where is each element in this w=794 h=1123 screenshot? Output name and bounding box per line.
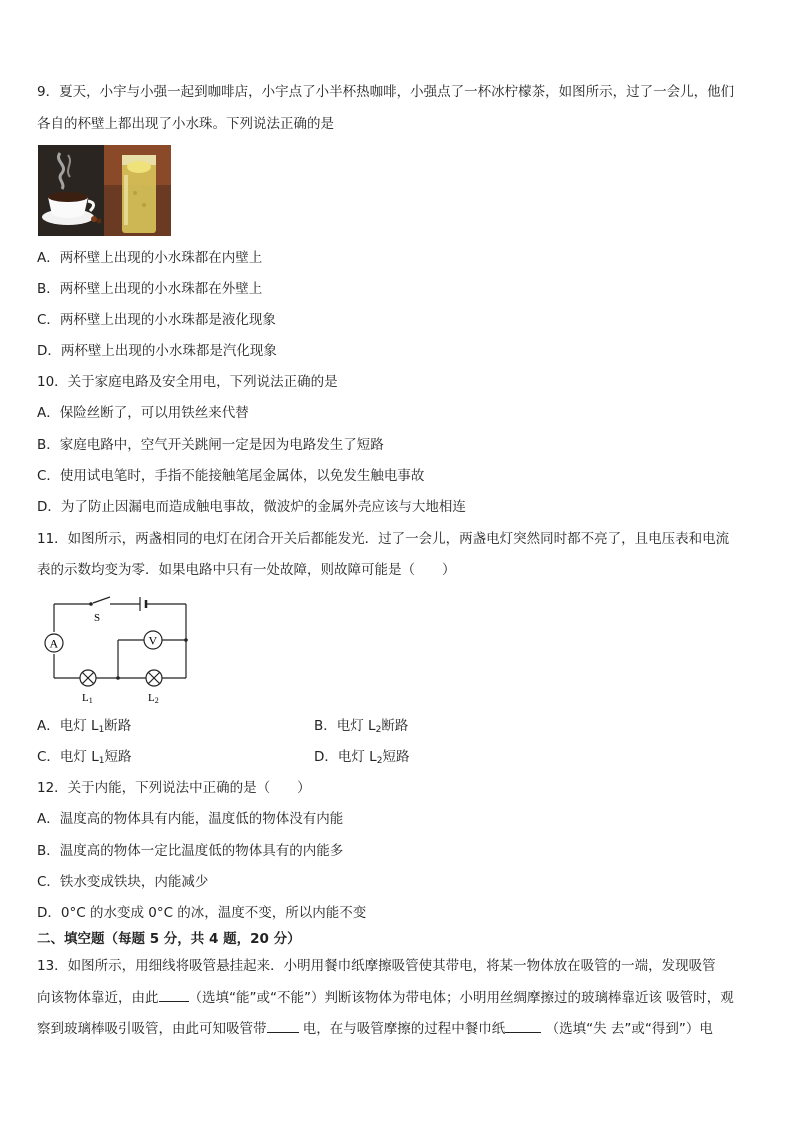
q9-stem-line2: 各自的杯壁上都出现了小水珠。下列说法正确的是 (37, 116, 334, 132)
q13-blank-2[interactable] (267, 1018, 299, 1033)
q13-stem-line2: 向该物体靠近，由此 （选填“能”或“不能”）判断该物体为带电体；小明用丝绸摩擦过的玻璃棒靠近该 吸管时，观 (37, 987, 734, 1008)
q13-blank-3[interactable] (505, 1018, 541, 1033)
section-title-fill-in: 二、填空题（每题 5 分，共 4 题，20 分） (37, 931, 301, 947)
q11-option-d: D．电灯 $L_2$短路 (314, 749, 410, 766)
q13-stem-line1: 13．如图所示，用细线将吸管悬挂起来．小明用餐巾纸摩擦吸管使其带电，将某一物体放在吸管的一端，发现吸管 (37, 958, 716, 974)
q10-option-a: A．保险丝断了，可以用铁丝来代替 (37, 405, 249, 421)
q11-stem-line1: 11．如图所示，两盏相同的电灯在闭合开关后都能发光．过了一会儿，两盏电灯突然同时都不亮了，且电压表和电流 (37, 531, 730, 547)
coffee-tea-photo (38, 145, 171, 236)
q10-option-d: D．为了防止因漏电而造成触电事故，微波炉的金属外壳应该与大地相连 (37, 499, 466, 515)
voltmeter-label: V (148, 633, 158, 648)
q11-option-c: C．电灯 $L_1$短路 (37, 749, 132, 766)
q9-option-c: C．两杯壁上出现的小水珠都是液化现象 (37, 312, 276, 328)
switch-label: S (94, 612, 101, 624)
q12-option-d: D．0°C 的水变成 0°C 的冰，温度不变，所以内能不变 (37, 905, 367, 921)
q12-option-b: B．温度高的物体一定比温度低的物体具有的内能多 (37, 843, 344, 859)
q10-option-b: B．家庭电路中，空气开关跳闸一定是因为电路发生了短路 (37, 437, 384, 453)
q12-option-a: A．温度高的物体具有内能，温度低的物体没有内能 (37, 811, 344, 827)
q12-option-c: C．铁水变成铁块，内能减少 (37, 874, 209, 890)
lamp1-label: L1 (82, 692, 93, 705)
q11-stem-line2: 表的示数均变为零．如果电路中只有一处故障，则故障可能是（ ） (37, 562, 456, 578)
q11-option-b: B．电灯 $L_2$断路 (314, 718, 409, 735)
q9-option-b: B．两杯壁上出现的小水珠都在外壁上 (37, 281, 263, 297)
q9-stem-line1: 9．夏天，小宇与小强一起到咖啡店，小宇点了小半杯热咖啡，小强点了一杯冰柠檬茶，如图所示，过了一会儿，他们 (37, 84, 735, 100)
circuit-diagram (40, 594, 200, 713)
q10-stem: 10．关于家庭电路及安全用电，下列说法正确的是 (37, 374, 338, 390)
q12-stem: 12．关于内能，下列说法中正确的是（ ） (37, 780, 311, 796)
q13-blank-1[interactable] (159, 987, 189, 1002)
q10-option-c: C．使用试电笔时，手指不能接触笔尾金属体，以免发生触电事故 (37, 468, 425, 484)
q11-option-a: A．电灯 $L_1$断路 (37, 718, 132, 735)
q9-option-a: A．两杯壁上出现的小水珠都在内壁上 (37, 250, 263, 266)
q9-option-d: D．两杯壁上出现的小水珠都是汽化现象 (37, 343, 277, 359)
q13-stem-line3: 察到玻璃棒吸引吸管，由此可知吸管带 电，在与吸管摩擦的过程中餐巾纸 （选填“失 去”或“得到”）电 (37, 1018, 713, 1039)
lamp2-label: L2 (148, 692, 159, 705)
ammeter-label: A (49, 636, 59, 651)
